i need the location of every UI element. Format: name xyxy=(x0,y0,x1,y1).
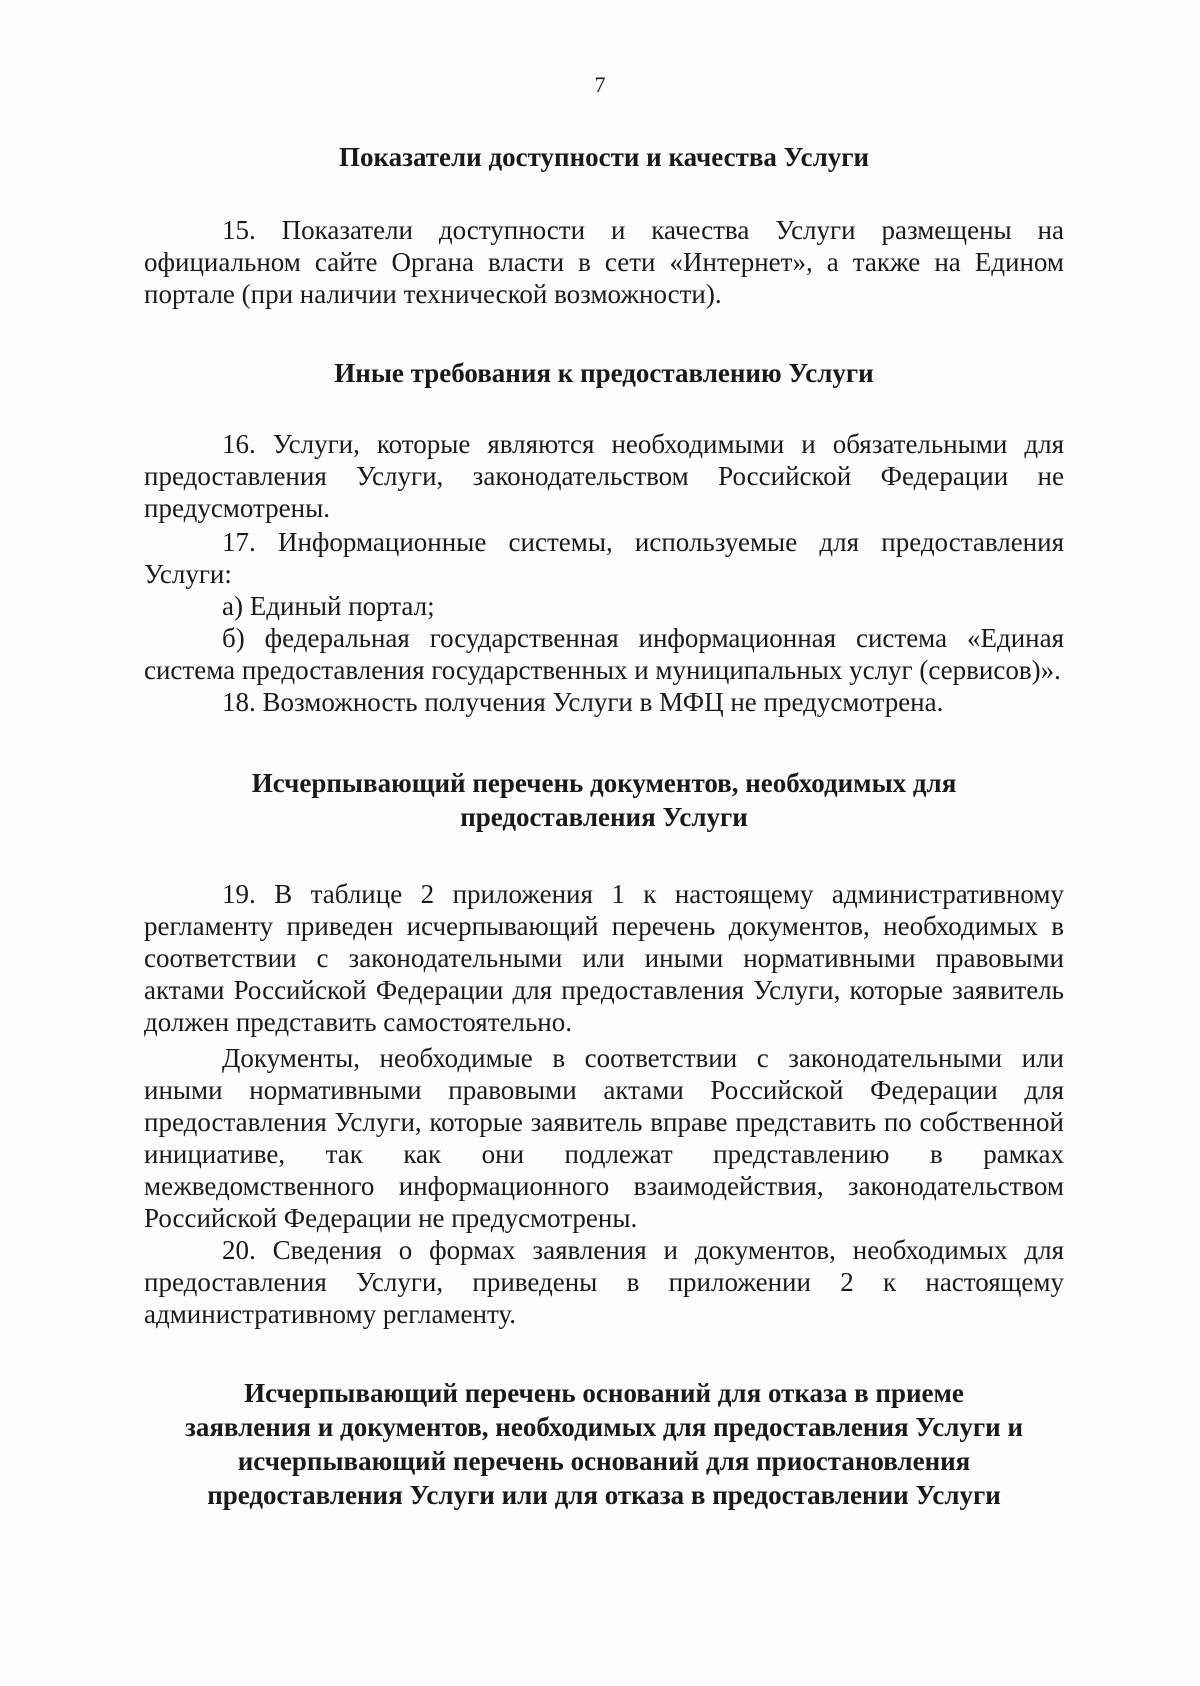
section-heading-refusal-line-3: исчерпывающий перечень оснований для приостановления xyxy=(237,1446,971,1476)
section-heading-other-requirements: Иные требования к предоставлению Услуги xyxy=(334,358,874,388)
section-heading-refusal-line-4: предоставления Услуги или для отказа в предоставлении Услуги xyxy=(207,1480,1001,1510)
page-number: 7 xyxy=(594,72,606,97)
paragraph-15: 15. Показатели доступности и качества Услуги размещены на официальном сайте Органа власти в сети «Интернет», а также на Едином портале (при наличии технической возможности). xyxy=(144,215,1064,309)
section-heading-documents-line-1: Исчерпывающий перечень документов, необходимых для xyxy=(251,768,957,798)
paragraph-18: 18. Возможность получения Услуги в МФЦ не предусмотрена. xyxy=(222,687,944,717)
paragraph-19: 19. В таблице 2 приложения 1 к настоящему административному регламенту приведен исчерпывающий перечень документов, необходимых в соответствии с законодательными или иными нормативными правовыми актами Российской Федерации для предоставления Услуги, которые заявитель должен представить самостоятельно. xyxy=(144,879,1064,1037)
document-body xyxy=(144,140,1064,1512)
paragraph-17: 17. Информационные системы, используемые для предоставления Услуги: xyxy=(144,527,1064,589)
section-heading-documents-line-2: предоставления Услуги xyxy=(460,802,748,832)
paragraph-19-continued: Документы, необходимые в соответствии с законодательными или иными нормативными правовыми актами Российской Федерации для предоставления Услуги, которые заявитель вправе представить по собственной инициативе, так как они подлежат представлению в рамках межведомственного информационного взаимодействия, законодательством Российской Федерации не предусмотрены. xyxy=(144,1043,1064,1233)
section-heading-quality: Показатели доступности и качества Услуги xyxy=(338,142,870,172)
section-heading-refusal-line-2: заявления и документов, необходимых для предоставления Услуги и xyxy=(184,1412,1024,1442)
paragraph-17-item-a: а) Единый портал; xyxy=(222,591,435,621)
paragraph-20: 20. Сведения о формах заявления и документов, необходимых для предоставления Услуги, приведены в приложении 2 к настоящему административному регламенту. xyxy=(144,1235,1064,1329)
section-heading-refusal-line-1: Исчерпывающий перечень оснований для отказа в приеме xyxy=(244,1378,964,1408)
paragraph-17-item-b: б) федеральная государственная информационная система «Единая система предоставления государственных и муниципальных услуг (сервисов)». xyxy=(144,623,1064,685)
paragraph-16: 16. Услуги, которые являются необходимыми и обязательными для предоставления Услуги, законодательством Российской Федерации не предусмотрены. xyxy=(144,429,1064,523)
section-heading-documents xyxy=(144,766,1064,834)
section-heading-refusal-grounds xyxy=(144,1376,1064,1512)
